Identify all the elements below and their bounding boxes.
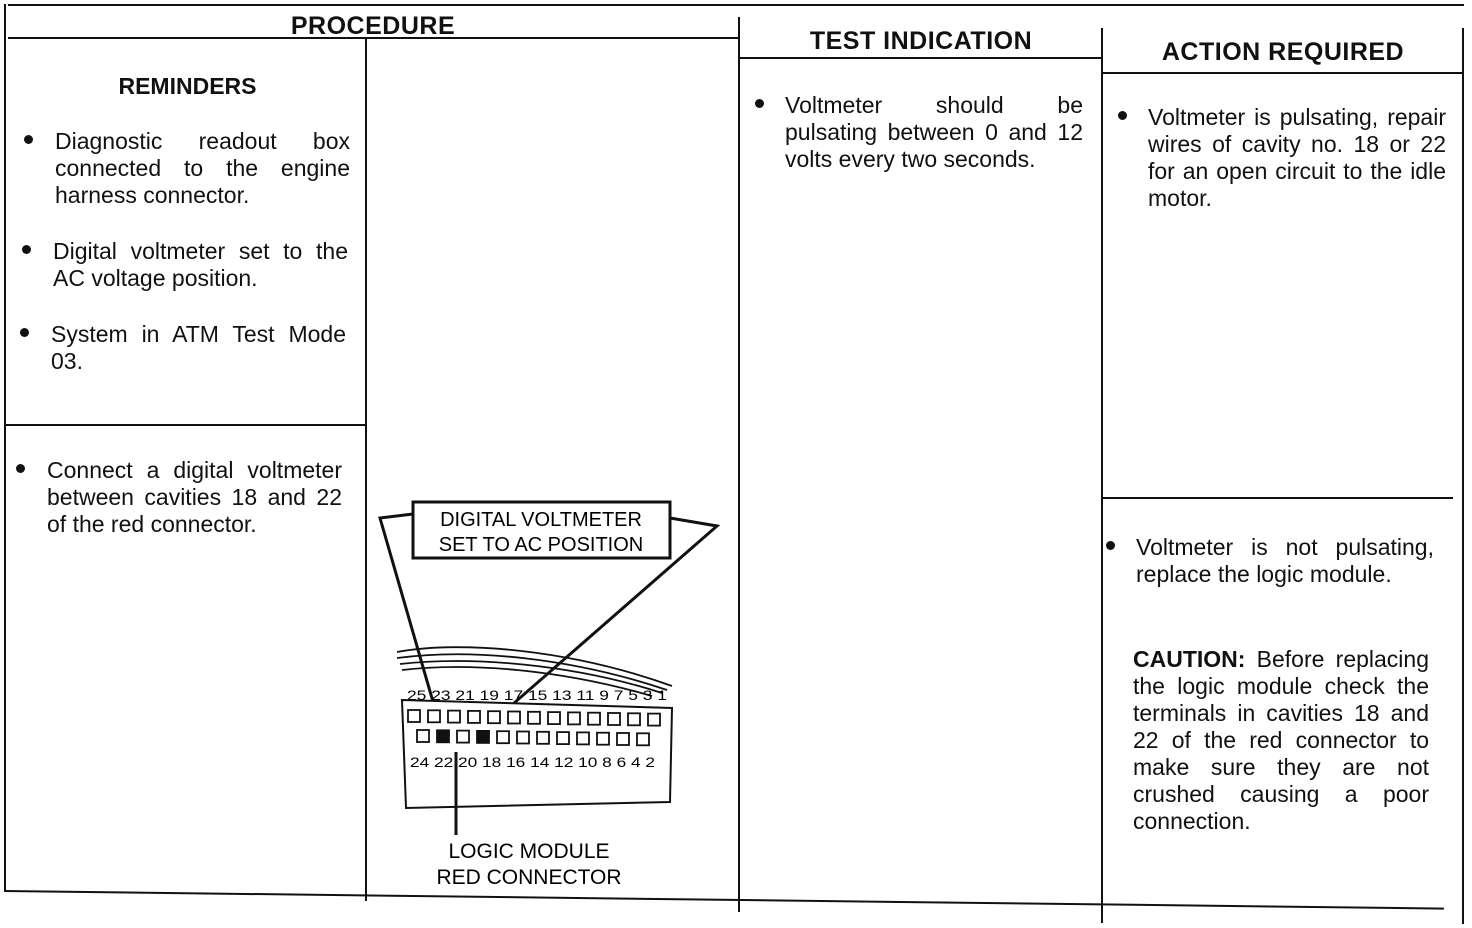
connector-cavity bbox=[568, 712, 580, 724]
connector-cavity bbox=[408, 710, 420, 722]
caution-label: CAUTION: bbox=[1133, 646, 1246, 672]
header-test-indication: TEST INDICATION bbox=[809, 27, 1033, 55]
connector-cavity bbox=[437, 730, 449, 742]
connector-caption-line2: RED CONNECTOR bbox=[436, 866, 622, 889]
bullet-icon bbox=[24, 135, 33, 144]
connector-cavity bbox=[488, 711, 500, 723]
header-underline-action bbox=[1103, 72, 1463, 74]
header-underline-test bbox=[740, 57, 1102, 59]
test-indication-text: Voltmeter should be pulsating between 0 and 12 volts every two seconds. bbox=[785, 92, 1083, 172]
connector-cavity bbox=[617, 733, 629, 745]
connector-caption-line1: LOGIC MODULE bbox=[448, 840, 610, 863]
connector-cavity bbox=[577, 732, 589, 744]
connector-cavity bbox=[497, 731, 509, 743]
connector-cavity bbox=[537, 732, 549, 744]
column-divider-2 bbox=[1101, 28, 1103, 923]
connector-cavity bbox=[648, 714, 660, 726]
table-border-right bbox=[1462, 28, 1464, 924]
table-border-bottom bbox=[4, 890, 1444, 910]
connector-cavity bbox=[508, 712, 520, 724]
reminders-bottom-line bbox=[6, 424, 366, 426]
connector-cavity bbox=[528, 712, 540, 724]
table-border-left bbox=[4, 4, 6, 892]
bottom-cavity-numbers: 24 22 20 18 16 14 12 10 8 6 4 2 bbox=[410, 754, 656, 770]
connector-cavity bbox=[457, 731, 469, 743]
connector-cavity bbox=[448, 711, 460, 723]
connector-cavity bbox=[637, 733, 649, 745]
connector-cavity bbox=[628, 713, 640, 725]
bullet-icon bbox=[22, 245, 31, 254]
bullet-icon bbox=[1106, 541, 1115, 550]
connector-cavity bbox=[417, 730, 429, 742]
connector-cavity bbox=[548, 712, 560, 724]
reminder-item: Digital voltmeter set to the AC voltage position. bbox=[53, 238, 348, 291]
bullet-icon bbox=[16, 464, 25, 473]
action-divider bbox=[1103, 497, 1453, 499]
voltmeter-box-line2: SET TO AC POSITION bbox=[438, 534, 644, 556]
caution-text: Before replacing the logic module check the terminals in cavities 18 and 22 of the red connector to make sure they are not crushed causing a poor connection. bbox=[1133, 646, 1429, 834]
action-not-pulsating: Voltmeter is not pulsating, replace the logic module. bbox=[1136, 534, 1434, 587]
voltmeter-box-line1: DIGITAL VOLTMETER bbox=[440, 509, 642, 531]
connector-cavity bbox=[477, 731, 489, 743]
bullet-icon bbox=[20, 328, 29, 337]
bullet-icon bbox=[755, 99, 764, 108]
procedure-step: Connect a digital voltmeter between cavities 18 and 22 of the red connector. bbox=[47, 457, 342, 537]
connector-cavity bbox=[468, 711, 480, 723]
reminder-item: System in ATM Test Mode 03. bbox=[51, 321, 346, 374]
table-border-top bbox=[8, 4, 1464, 6]
reminder-item: Diagnostic readout box connected to the engine harness connector. bbox=[55, 128, 350, 208]
connector-cavity bbox=[588, 713, 600, 725]
bullet-icon bbox=[1118, 111, 1127, 120]
connector-cavity bbox=[608, 713, 620, 725]
action-pulsating: Voltmeter is pulsating, repair wires of cavity no. 18 or 22 for an open circuit to the idle motor. bbox=[1148, 104, 1446, 211]
procedure-inner-divider bbox=[365, 39, 367, 901]
caution-note bbox=[1133, 646, 1429, 835]
connector-cavity bbox=[428, 710, 440, 722]
connector-cavity bbox=[517, 732, 529, 744]
top-cavity-numbers: 25 23 21 19 17 15 13 11 9 7 5 3 1 bbox=[407, 687, 668, 703]
connector-cavity bbox=[597, 733, 609, 745]
column-divider-1 bbox=[738, 17, 740, 912]
connector-diagram bbox=[372, 490, 734, 890]
reminders-title: REMINDERS bbox=[118, 73, 257, 99]
header-procedure: PROCEDURE bbox=[290, 12, 456, 40]
connector-cavity bbox=[557, 732, 569, 744]
header-action-required: ACTION REQUIRED bbox=[1161, 38, 1405, 66]
